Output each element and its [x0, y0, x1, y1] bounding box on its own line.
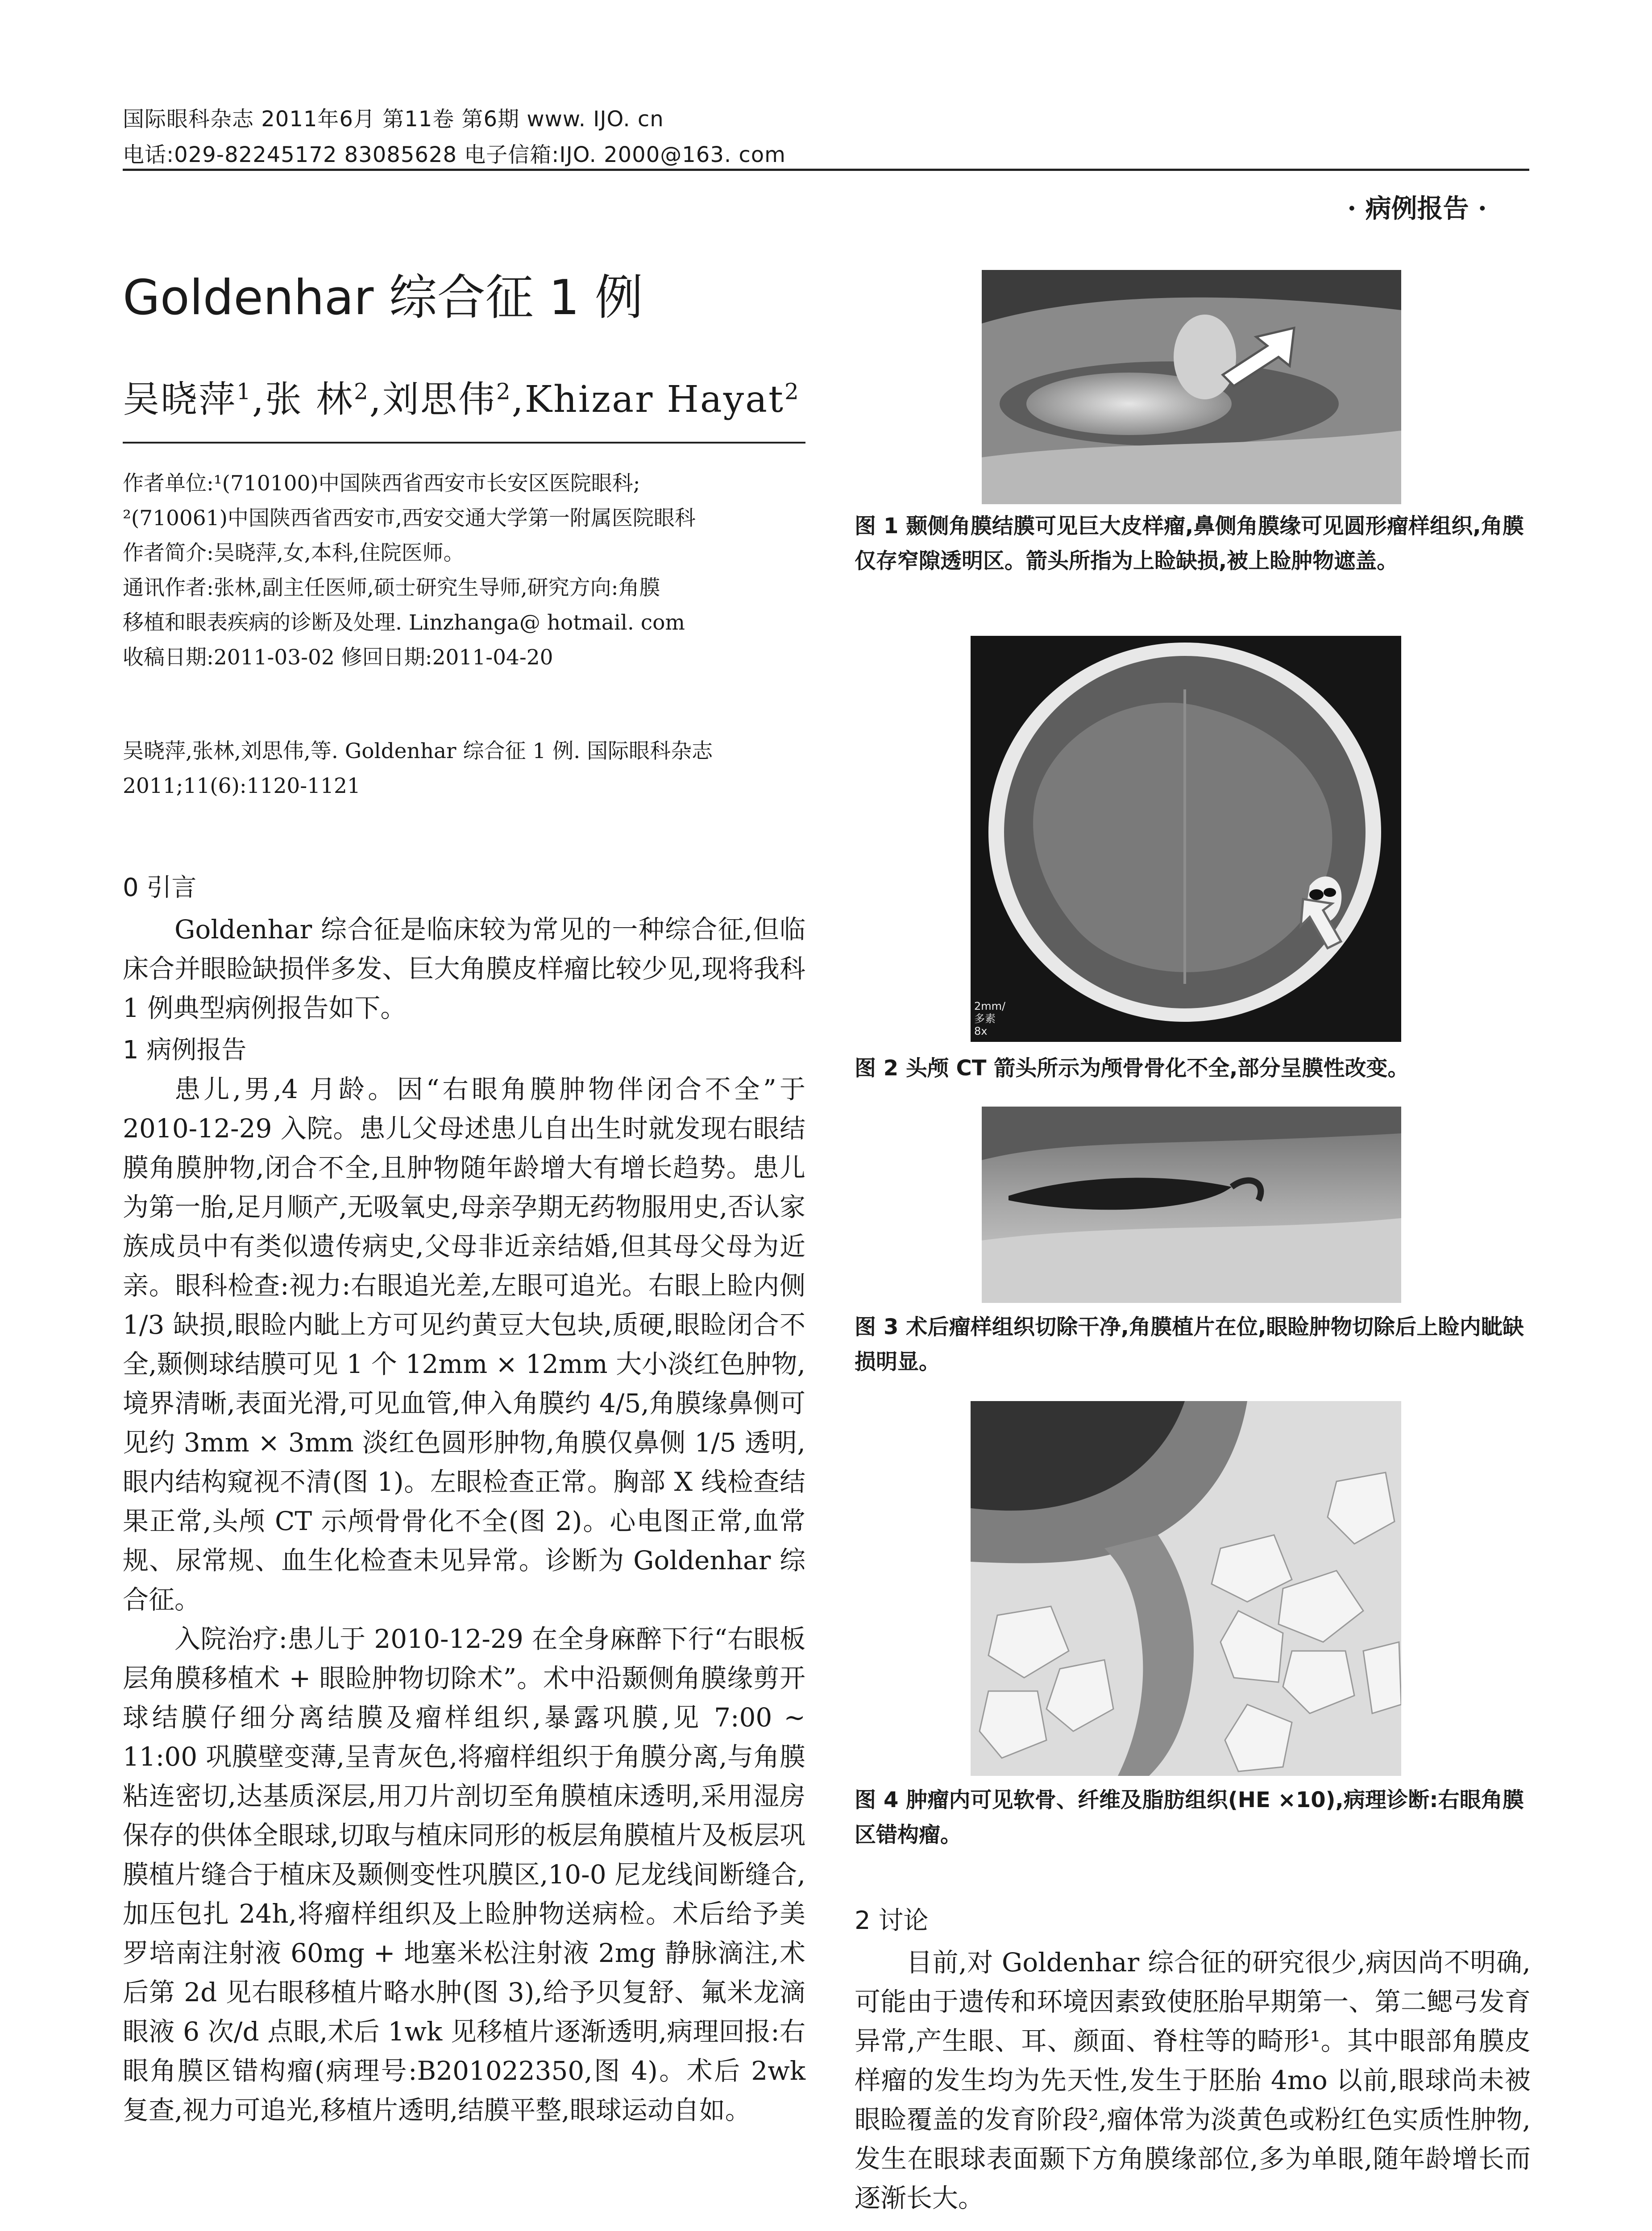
figure-4-graphic: [971, 1401, 1401, 1776]
figure-2-caption: 图 2 头颅 CT 箭头所示为颅骨骨化不全,部分呈膜性改变。: [855, 1056, 1409, 1081]
figure-1-eye-photo: [982, 270, 1401, 504]
figure-2-scale-label: 2mm/多素 8x: [974, 1000, 1006, 1037]
case-paragraph-2: 入院治疗:患儿于 2010-12-29 在全身麻醉下行“右眼板层角膜移植术 + 眼睑肿物切除术”。术中沿颞侧角膜缘剪开球结膜仔细分离结膜及瘤样组织,暴露巩膜,见 7:00 ~ 11:00 巩膜壁变薄,呈青灰色,将瘤样组织于角膜分离,与角膜粘连密切,达基质深层,用刀片剖切至角膜植床透明,采用湿房保存的供体全眼球,切取与植床同形的板层角膜植片及板层巩膜植片缝合于植床及颞侧变性巩膜区,10-0 尼龙线间断缝合,加压包扎 24h,将瘤样组织及上睑肿物送病检。术后给予美罗培南注射液 60mg + 地塞米松注射液 2mg 静脉滴注,术后第 2d 见右眼移植片略水肿(图 3),给予贝复舒、氟米龙滴眼液 6 次/d 点眼,术后 1wk 见移植片逐渐透明,病理回报:右眼角膜区错构瘤(病理号:B201022350,图 4)。术后 2wk 复查,视力可追光,移植片透明,结膜平整,眼球运动自如。: [123, 1624, 805, 2125]
journal-header-line1: 国际眼科杂志 2011年6月 第11卷 第6期 www. IJO. cn: [123, 107, 664, 132]
figure-2-ct-scan: [971, 636, 1401, 1042]
author-rule: [123, 442, 805, 444]
intro-paragraph: Goldenhar 综合征是临床较为常见的一种综合征,但临床合并眼睑缺损伴多发、巨大角膜皮样瘤比较少见,现将我科 1 例典型病例报告如下。: [123, 914, 805, 1023]
right-column-body: [855, 1901, 1531, 2218]
citation-block: [123, 734, 810, 804]
section-heading-case: 1 病例报告: [123, 1036, 247, 1065]
discussion-paragraph: 目前,对 Goldenhar 综合征的研究很少,病因尚不明确,可能由于遗传和环境因素致使胚胎早期第一、第二鳃弓发育异常,产生眼、耳、颜面、脊柱等的畸形¹。其中眼部角膜皮样瘤的发生均为先天性,发生于胚胎 4mo 以前,眼球尚未被眼睑覆盖的发育阶段²,瘤体常为淡黄色或粉红色实质性肿物,发生在眼球表面颞下方角膜缘部位,多为单眼,随年龄增长而逐渐长大。: [855, 1947, 1531, 2213]
figure-3-postop-photo: [982, 1107, 1401, 1303]
figure-1-graphic: [982, 270, 1401, 504]
figure-3-graphic: [982, 1107, 1401, 1303]
affiliation-2: ²(710061)中国陕西省西安市,西安交通大学第一附属医院眼科: [123, 506, 696, 531]
figure-4-histology: [971, 1401, 1401, 1776]
figure-3-caption: 图 3 术后瘤样组织切除干净,角膜植片在位,眼睑肿物切除后上睑内眦缺损明显。: [855, 1315, 1524, 1374]
citation-line-2: 2011;11(6):1120-1121: [123, 774, 361, 798]
column-type-label: · 病例报告 ·: [1347, 193, 1487, 224]
journal-header-line2: 电话:029-82245172 83085628 电子信箱:IJO. 2000@163. com: [123, 142, 786, 167]
author-affil-mark: 2: [784, 378, 800, 405]
author-bio: 作者简介:吴晓萍,女,本科,住院医师。: [123, 541, 465, 565]
section-heading-intro: 0 引言: [123, 873, 197, 902]
author-name: ,刘思伟: [369, 378, 496, 421]
figure-1-caption: 图 1 颞侧角膜结膜可见巨大皮样瘤,鼻侧角膜缘可见圆形瘤样组织,角膜仅存窄隙透明区。箭头所指为上睑缺损,被上睑肿物遮盖。: [855, 514, 1524, 573]
author-info-block: [123, 466, 810, 675]
author-name: ,张 林: [252, 378, 354, 421]
corresponding-author: 通讯作者:张林,副主任医师,硕士研究生导师,研究方向:角膜: [123, 576, 660, 600]
header-rule: [123, 169, 1529, 171]
author-name: 吴晓萍: [123, 378, 237, 421]
article-title: Goldenhar 综合征 1 例: [123, 270, 643, 326]
affiliation-1: 作者单位:¹(710100)中国陕西省西安市长安区医院眼科;: [123, 471, 640, 496]
author-list: [123, 370, 800, 423]
corresponding-author-cont: 移植和眼表疾病的诊断及处理. Linzhanga@ hotmail. com: [123, 610, 685, 635]
case-paragraph-1: 患儿,男,4 月龄。因“右眼角膜肿物伴闭合不全”于 2010-12-29 入院。患儿父母述患儿自出生时就发现右眼结膜角膜肿物,闭合不全,且肿物随年龄增大有增长趋势。患儿为第一胎,足月顺产,无吸氧史,母亲孕期无药物服用史,否认家族成员中有类似遗传病史,父母非近亲结婚,但其母父母为近亲。眼科检查:视力:右眼追光差,左眼可追光。右眼上睑内侧 1/3 缺损,眼睑内眦上方可见约黄豆大包块,质硬,眼睑闭合不全,颞侧球结膜可见 1 个 12mm × 12mm 大小淡红色肿物,境界清晰,表面光滑,可见血管,伸入角膜约 4/5,角膜缘鼻侧可见约 3mm × 3mm 淡红色圆形肿物,角膜仅鼻侧 1/5 透明,眼内结构窥视不清(图 1)。左眼检查正常。胸部 X 线检查结果正常,头颅 CT 示颅骨骨化不全(图 2)。心电图正常,血常规、尿常规、血生化检查未见异常。诊断为 Goldenhar 综合征。: [123, 1074, 805, 1615]
received-revised-dates: 收稿日期:2011-03-02 修回日期:2011-04-20: [123, 645, 553, 670]
left-column-body: [123, 868, 805, 2130]
author-affil-mark: 2: [353, 378, 369, 405]
figure-2-graphic: [971, 636, 1401, 1042]
citation-line-1: 吴晓萍,张林,刘思伟,等. Goldenhar 综合征 1 例. 国际眼科杂志: [123, 739, 713, 763]
author-affil-mark: 2: [496, 378, 512, 405]
section-heading-discussion: 2 讨论: [855, 1906, 929, 1935]
author-affil-mark: 1: [237, 378, 252, 405]
figure-4-caption: 图 4 肿瘤内可见软骨、纤维及脂肪组织(HE ×10),病理诊断:右眼角膜区错构瘤。: [855, 1787, 1524, 1847]
author-name: ,Khizar Hayat: [511, 378, 784, 421]
